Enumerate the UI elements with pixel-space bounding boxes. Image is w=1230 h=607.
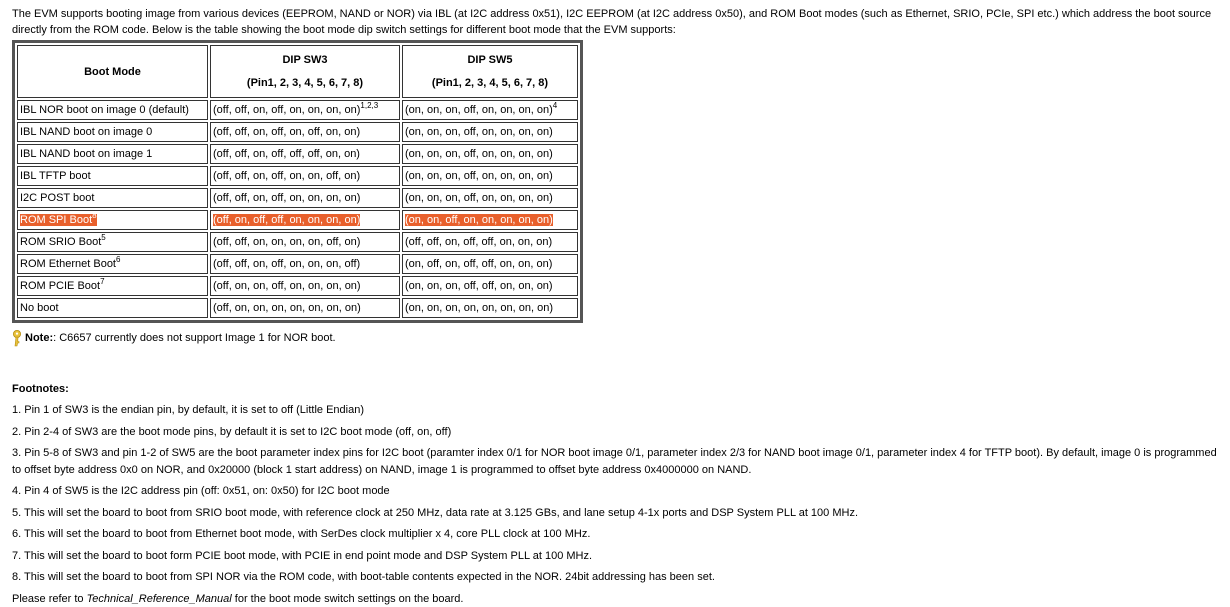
note: [12, 329, 1226, 347]
table-row: [17, 232, 578, 252]
cell-dip-sw3: [210, 166, 400, 186]
header-dip-sw3: [210, 45, 400, 98]
cell-dip-sw5: [402, 188, 578, 208]
cell-boot-mode-text: No boot: [20, 302, 59, 314]
cell-boot-mode: [17, 166, 208, 186]
cell-dip-sw3-text: (off, off, on, off, on, off, on, on): [213, 126, 360, 138]
cell-dip-sw5-text: (on, on, on, off, off, on, on, on): [405, 280, 553, 292]
note-text: : C6657 currently does not support Image 1 for NOR boot.: [53, 332, 335, 344]
table-row: [17, 144, 578, 164]
footnotes-heading: Footnotes:: [12, 381, 1226, 397]
cell-dip-sw5: [402, 254, 578, 274]
cell-dip-sw3: [210, 100, 400, 120]
cell-boot-mode-text: IBL NAND boot on image 1: [20, 148, 152, 160]
footnote-item: 1. Pin 1 of SW3 is the endian pin, by default, it is set to off (Little Endian): [12, 402, 1226, 419]
cell-boot-mode: [17, 100, 208, 120]
cell-dip-sw3: [210, 276, 400, 296]
footnote-ref: 4: [553, 101, 557, 110]
cell-boot-mode-text: ROM Ethernet Boot: [20, 258, 116, 270]
footnote-ref: 1,2,3: [360, 101, 378, 110]
footnote-item: 7. This will set the board to boot form PCIE boot mode, with PCIE in end point mode and DSP System PLL at 100 MHz.: [12, 548, 1226, 565]
cell-boot-mode: [17, 144, 208, 164]
header-dip-sw5: [402, 45, 578, 98]
table-row: [17, 276, 578, 296]
refer-suffix: for the boot mode switch settings on the board.: [232, 593, 464, 605]
refer-prefix: Please refer to: [12, 593, 87, 605]
cell-dip-sw5-text: (on, on, on, off, on, on, on, on): [405, 126, 553, 138]
cell-dip-sw5: [402, 276, 578, 296]
cell-dip-sw3-text: (off, off, on, off, off, off, on, on): [213, 148, 360, 160]
footnote-ref: 7: [100, 277, 104, 286]
cell-dip-sw5: [402, 298, 578, 318]
header-boot-mode: Boot Mode: [17, 45, 208, 98]
cell-dip-sw3-text: (off, on, on, off, on, on, on, on): [213, 280, 361, 292]
footnote-item: 3. Pin 5-8 of SW3 and pin 1-2 of SW5 are the boot parameter index pins for I2C boot (paramter index 0/1 for NOR boot image 0/1, parameter index 2/3 for NAND boot image 0/1, parameter index 4 for TFTP boot). By default, image 0 is programmed to offset byte address 0x0 on NOR, and 0x20000 (block 1 start address) on NAND, image 1 is programmed to offset byte address 0x4000000 on NAND.: [12, 445, 1226, 478]
table-row: [17, 298, 578, 318]
cell-dip-sw3-text: (off, off, on, off, on, on, on, on): [213, 104, 360, 116]
cell-dip-sw3: [210, 144, 400, 164]
cell-dip-sw3-text: (off, off, on, on, on, on, off, on): [213, 236, 360, 248]
footnote-item: 6. This will set the board to boot from Ethernet boot mode, with SerDes clock multiplier x 4, core PLL clock at 100 MHz.: [12, 526, 1226, 543]
footnote-item: 2. Pin 2-4 of SW3 are the boot mode pins, by default it is set to I2C boot mode (off, on, off): [12, 424, 1226, 441]
footnote-item: 5. This will set the board to boot from SRIO boot mode, with reference clock at 250 MHz, data rate at 3.125 GBs, and lane setup 4-1x ports and DSP System PLL at 100 MHz.: [12, 505, 1226, 522]
footnote-ref: 5: [101, 233, 105, 242]
header-sw3-title: DIP SW3: [282, 54, 327, 66]
table-row: [17, 166, 578, 186]
note-label: Note:: [25, 332, 53, 344]
cell-dip-sw3-text: (off, off, on, off, on, on, off, on): [213, 170, 360, 182]
cell-boot-mode: [17, 232, 208, 252]
footnote-item: 8. This will set the board to boot from SPI NOR via the ROM code, with boot-table contents expected in the NOR. 24bit addressing has been set.: [12, 569, 1226, 586]
cell-boot-mode: [17, 276, 208, 296]
cell-dip-sw3: [210, 298, 400, 318]
table-row: [17, 254, 578, 274]
cell-dip-sw5: [402, 100, 578, 120]
cell-dip-sw3-text: (off, on, off, off, on, on, on, on): [213, 214, 360, 226]
reference-manual-link[interactable]: Technical_Reference_Manual: [87, 593, 232, 605]
cell-dip-sw5-text: (on, on, on, off, on, on, on, on): [405, 148, 553, 160]
cell-boot-mode-text: IBL NAND boot on image 0: [20, 126, 152, 138]
footnote-ref: 6: [116, 255, 120, 264]
cell-dip-sw5-text: (off, off, on, off, off, on, on, on): [405, 236, 552, 248]
cell-dip-sw3: [210, 232, 400, 252]
intro-paragraph: The EVM supports booting image from various devices (EEPROM, NAND or NOR) via IBL (at I2C address 0x51), I2C EEPROM (at I2C address 0x50), and ROM Boot modes (such as Ethernet, SRIO, PCIe, SPI etc.) which address the boot source directly from the ROM code. Below is the table showing the boot mode dip switch settings for different boot mode that the EVM supports:: [12, 6, 1226, 38]
cell-dip-sw3-text: (off, on, on, on, on, on, on, on): [213, 302, 361, 314]
header-sw3-pins: (Pin1, 2, 3, 4, 5, 6, 7, 8): [213, 77, 397, 89]
cell-dip-sw5-text: (on, on, off, on, on, on, on, on): [405, 214, 553, 226]
cell-dip-sw3: [210, 188, 400, 208]
cell-dip-sw5: [402, 210, 578, 230]
cell-dip-sw5: [402, 232, 578, 252]
table-header-row: [17, 45, 578, 98]
cell-boot-mode-text: ROM SRIO Boot: [20, 236, 101, 248]
table-row: [17, 100, 578, 120]
cell-dip-sw3: [210, 122, 400, 142]
cell-boot-mode-text: IBL NOR boot on image 0 (default): [20, 104, 189, 116]
cell-dip-sw5-text: (on, on, on, off, on, on, on, on): [405, 104, 553, 116]
cell-boot-mode-text: IBL TFTP boot: [20, 170, 91, 182]
cell-boot-mode: [17, 254, 208, 274]
table-row: [17, 122, 578, 142]
cell-boot-mode: [17, 298, 208, 318]
cell-boot-mode-text: ROM PCIE Boot: [20, 280, 100, 292]
footnote-ref: 8: [92, 211, 96, 220]
header-sw5-title: DIP SW5: [467, 54, 512, 66]
cell-boot-mode-text: ROM SPI Boot$^8$: [20, 214, 97, 226]
cell-boot-mode: [17, 188, 208, 208]
key-icon: [12, 330, 24, 347]
cell-boot-mode-text: I2C POST boot: [20, 192, 94, 204]
cell-dip-sw5-text: (on, on, on, off, on, on, on, on): [405, 170, 553, 182]
cell-dip-sw5-text: (on, on, on, off, on, on, on, on): [405, 192, 553, 204]
cell-dip-sw5: [402, 122, 578, 142]
cell-dip-sw3: [210, 254, 400, 274]
cell-dip-sw5-text: (on, off, on, off, off, on, on, on): [405, 258, 552, 270]
cell-dip-sw3-text: (off, off, on, off, on, on, on, on): [213, 192, 360, 204]
table-row: [17, 210, 578, 230]
cell-dip-sw5: [402, 144, 578, 164]
footnotes-list: [12, 402, 1226, 586]
cell-boot-mode: [17, 210, 208, 230]
cell-boot-mode: [17, 122, 208, 142]
footnote-item: 4. Pin 4 of SW5 is the I2C address pin (off: 0x51, on: 0x50) for I2C boot mode: [12, 483, 1226, 500]
cell-dip-sw3: [210, 210, 400, 230]
cell-dip-sw5: [402, 166, 578, 186]
table-row: [17, 188, 578, 208]
boot-mode-table: [12, 40, 583, 323]
refer-paragraph: [12, 591, 1226, 607]
cell-dip-sw3-text: (off, off, on, off, on, on, on, off): [213, 258, 360, 270]
cell-dip-sw5-text: (on, on, on, on, on, on, on, on): [405, 302, 553, 314]
header-sw5-pins: (Pin1, 2, 3, 4, 5, 6, 7, 8): [405, 77, 575, 89]
